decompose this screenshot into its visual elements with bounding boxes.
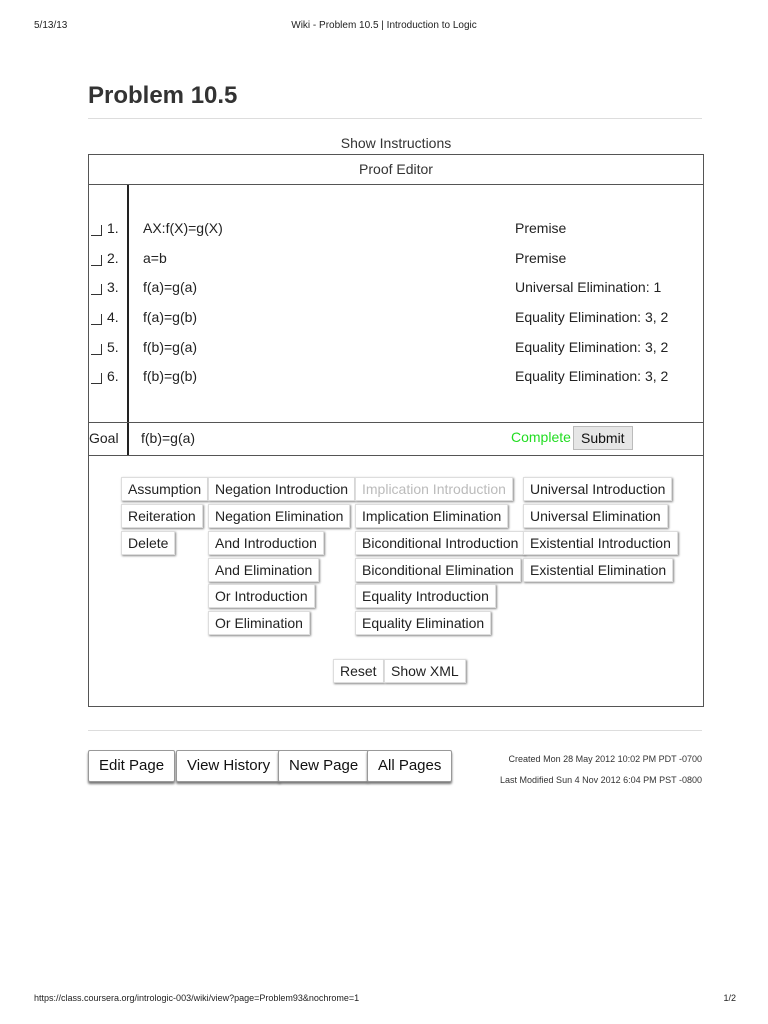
proof-line — [89, 220, 703, 240]
edit-page-button[interactable]: Edit Page — [88, 750, 175, 782]
proof-lines-area — [89, 185, 703, 423]
line-formula: f(b)=g(a) — [143, 339, 198, 355]
title-divider — [88, 118, 702, 119]
print-date: 5/13/13 — [34, 20, 68, 31]
goal-status: Complete — [511, 429, 571, 445]
line-checkbox[interactable] — [91, 255, 102, 266]
proof-line — [89, 309, 703, 329]
rule-button-reiteration[interactable]: Reiteration — [121, 504, 203, 528]
page-title: Problem 10.5 — [88, 82, 238, 109]
proof-line — [89, 339, 703, 359]
print-page-title: Wiki - Problem 10.5 | Introduction to Logic — [291, 20, 477, 31]
rule-button-equality-elimination[interactable]: Equality Elimination — [355, 611, 491, 635]
line-checkbox[interactable] — [91, 344, 102, 355]
line-justification: Equality Elimination: 3, 2 — [515, 368, 669, 384]
line-formula: f(b)=g(b) — [143, 368, 198, 384]
line-number: 3. — [107, 279, 119, 295]
line-number: 1. — [107, 220, 119, 236]
goal-formula: f(b)=g(a) — [141, 430, 196, 446]
created-timestamp: Created Mon 28 May 2012 10:02 PM PDT -0700 — [508, 754, 702, 764]
show-instructions-link[interactable]: Show Instructions — [340, 135, 452, 151]
goal-row — [89, 423, 703, 456]
rule-button-existential-introduction[interactable]: Existential Introduction — [523, 531, 678, 555]
rule-button-assumption[interactable]: Assumption — [121, 477, 208, 501]
line-checkbox[interactable] — [91, 314, 102, 325]
print-url: https://class.coursera.org/intrologic-003/wiki/view?page=Problem93&nochrome=1 — [34, 993, 360, 1003]
rule-button-negation-elimination[interactable]: Negation Elimination — [208, 504, 350, 528]
proof-editor — [88, 154, 704, 707]
goal-label: Goal — [89, 430, 119, 446]
line-number: 2. — [107, 250, 119, 266]
line-checkbox[interactable] — [91, 373, 102, 384]
rule-button-biconditional-elimination[interactable]: Biconditional Elimination — [355, 558, 521, 582]
rule-button-universal-introduction[interactable]: Universal Introduction — [523, 477, 672, 501]
rule-button-implication-introduction: Implication Introduction — [355, 477, 513, 501]
rule-button-delete[interactable]: Delete — [121, 531, 175, 555]
view-history-button[interactable]: View History — [176, 750, 281, 782]
rule-button-implication-elimination[interactable]: Implication Elimination — [355, 504, 508, 528]
submit-button[interactable]: Submit — [573, 426, 633, 450]
rule-button-existential-elimination[interactable]: Existential Elimination — [523, 558, 673, 582]
print-page-number: 1/2 — [723, 993, 736, 1003]
goal-divider — [127, 423, 129, 455]
all-pages-button[interactable]: All Pages — [367, 750, 452, 782]
line-checkbox[interactable] — [91, 284, 102, 295]
line-number: 6. — [107, 368, 119, 384]
new-page-button[interactable]: New Page — [278, 750, 369, 782]
rule-button-and-elimination[interactable]: And Elimination — [208, 558, 319, 582]
modified-timestamp: Last Modified Sun 4 Nov 2012 6:04 PM PST -0800 — [500, 775, 702, 785]
rule-button-universal-elimination[interactable]: Universal Elimination — [523, 504, 668, 528]
footer-divider — [88, 730, 702, 731]
line-justification: Premise — [515, 220, 567, 236]
line-justification: Equality Elimination: 3, 2 — [515, 309, 669, 325]
rule-button-equality-introduction[interactable]: Equality Introduction — [355, 584, 496, 608]
line-checkbox[interactable] — [91, 225, 102, 236]
line-justification: Universal Elimination: 1 — [515, 279, 662, 295]
show-xml-button[interactable]: Show XML — [384, 659, 466, 683]
line-justification: Premise — [515, 250, 567, 266]
proof-line — [89, 250, 703, 270]
line-formula: f(a)=g(a) — [143, 279, 198, 295]
line-number: 4. — [107, 309, 119, 325]
proof-line — [89, 368, 703, 388]
line-formula: a=b — [143, 250, 167, 266]
line-formula: AX:f(X)=g(X) — [143, 220, 223, 236]
proof-line — [89, 279, 703, 299]
rule-button-or-introduction[interactable]: Or Introduction — [208, 584, 315, 608]
proof-editor-header: Proof Editor — [89, 155, 703, 185]
rule-button-or-elimination[interactable]: Or Elimination — [208, 611, 310, 635]
line-justification: Equality Elimination: 3, 2 — [515, 339, 669, 355]
rule-button-negation-introduction[interactable]: Negation Introduction — [208, 477, 355, 501]
reset-button[interactable]: Reset — [333, 659, 384, 683]
rule-button-biconditional-introduction[interactable]: Biconditional Introduction — [355, 531, 525, 555]
line-formula: f(a)=g(b) — [143, 309, 198, 325]
line-number: 5. — [107, 339, 119, 355]
rule-button-and-introduction[interactable]: And Introduction — [208, 531, 324, 555]
